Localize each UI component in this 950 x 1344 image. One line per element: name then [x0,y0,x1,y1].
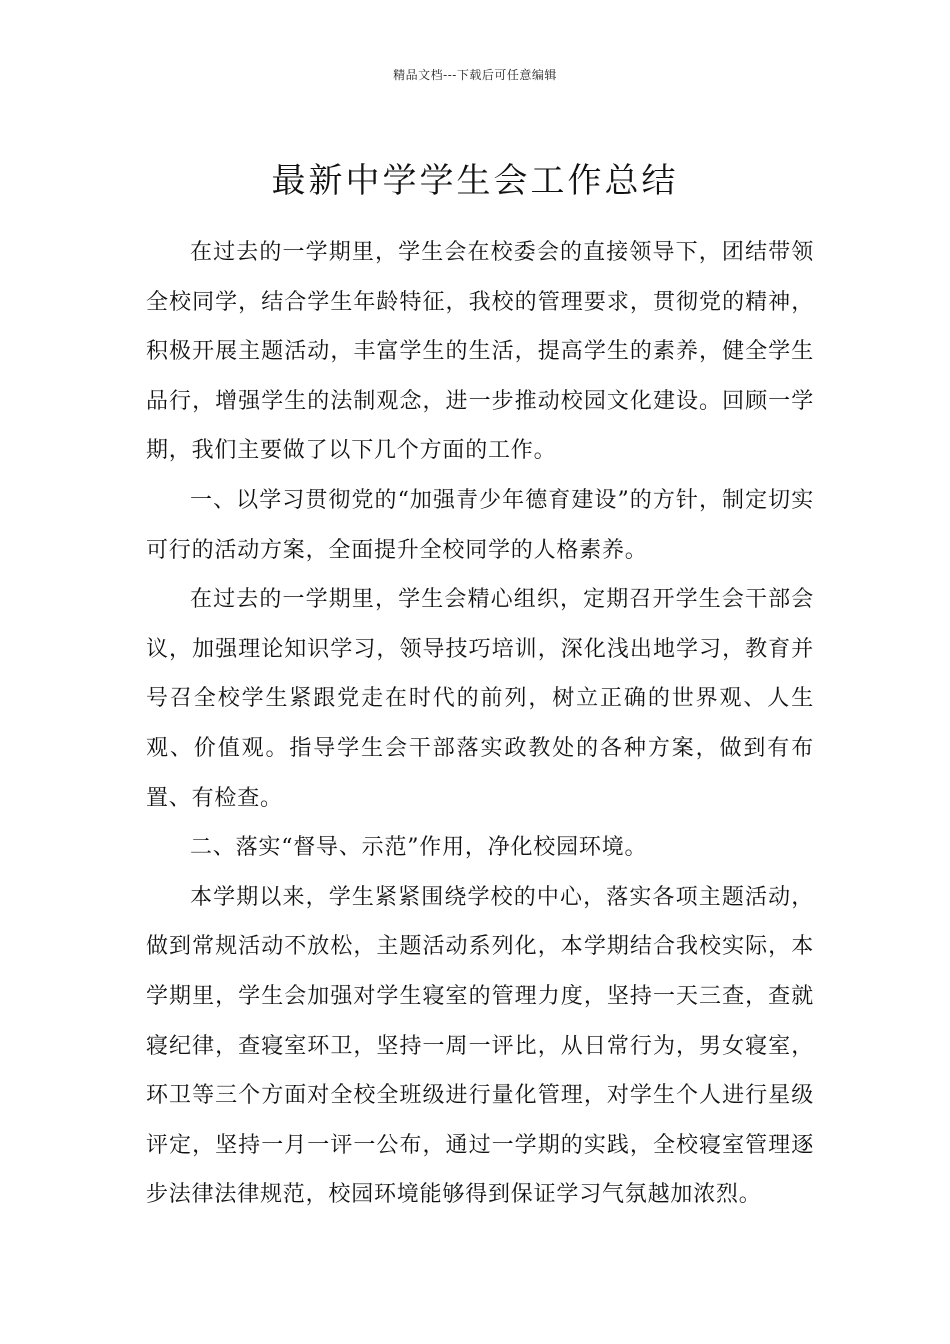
section-heading-1: 一、以学习贯彻党的“加强青少年德育建设”的方针，制定切实可行的活动方案，全面提升全校同学的人格素养。 [146,487,814,563]
document-body [146,228,814,1220]
paragraph-section-2: 本学期以来，学生紧紧围绕学校的中心，落实各项主题活动，做到常规活动不放松，主题活动系列化，本学期结合我校实际，本学期里，学生会加强对学生寝室的管理力度，坚持一天三查，查就寝纪律，查寝室环卫，坚持一周一评比，从日常行为，男女寝室，环卫等三个方面对全校全班级进行量化管理，对学生个人进行星级评定，坚持一月一评一公布，通过一学期的实践，全校寝室管理逐步法律法律规范，校园环境能够得到保证学习气氛越加浓烈。 [146,884,814,1208]
page-header: 精品文档---下载后可任意编辑 [393,68,557,82]
paragraph-section-1: 在过去的一学期里，学生会精心组织，定期召开学生会干部会议，加强理论知识学习，领导技巧培训，深化浅出地学习，教育并号召全校学生紧跟党走在时代的前列，树立正确的世界观、人生观、价值观。指导学生会干部落实政教处的各种方案，做到有布置、有检查。 [146,587,814,811]
paragraph-intro: 在过去的一学期里，学生会在校委会的直接领导下，团结带领全校同学，结合学生年龄特征，我校的管理要求，贯彻党的精神，积极开展主题活动，丰富学生的生活，提高学生的素养，健全学生品行，增强学生的法制观念，进一步推动校园文化建设。回顾一学期，我们主要做了以下几个方面的工作。 [146,240,814,464]
document-title: 最新中学学生会工作总结 [271,160,679,201]
section-heading-2: 二、落实“督导、示范”作用，净化校园环境。 [190,835,648,861]
